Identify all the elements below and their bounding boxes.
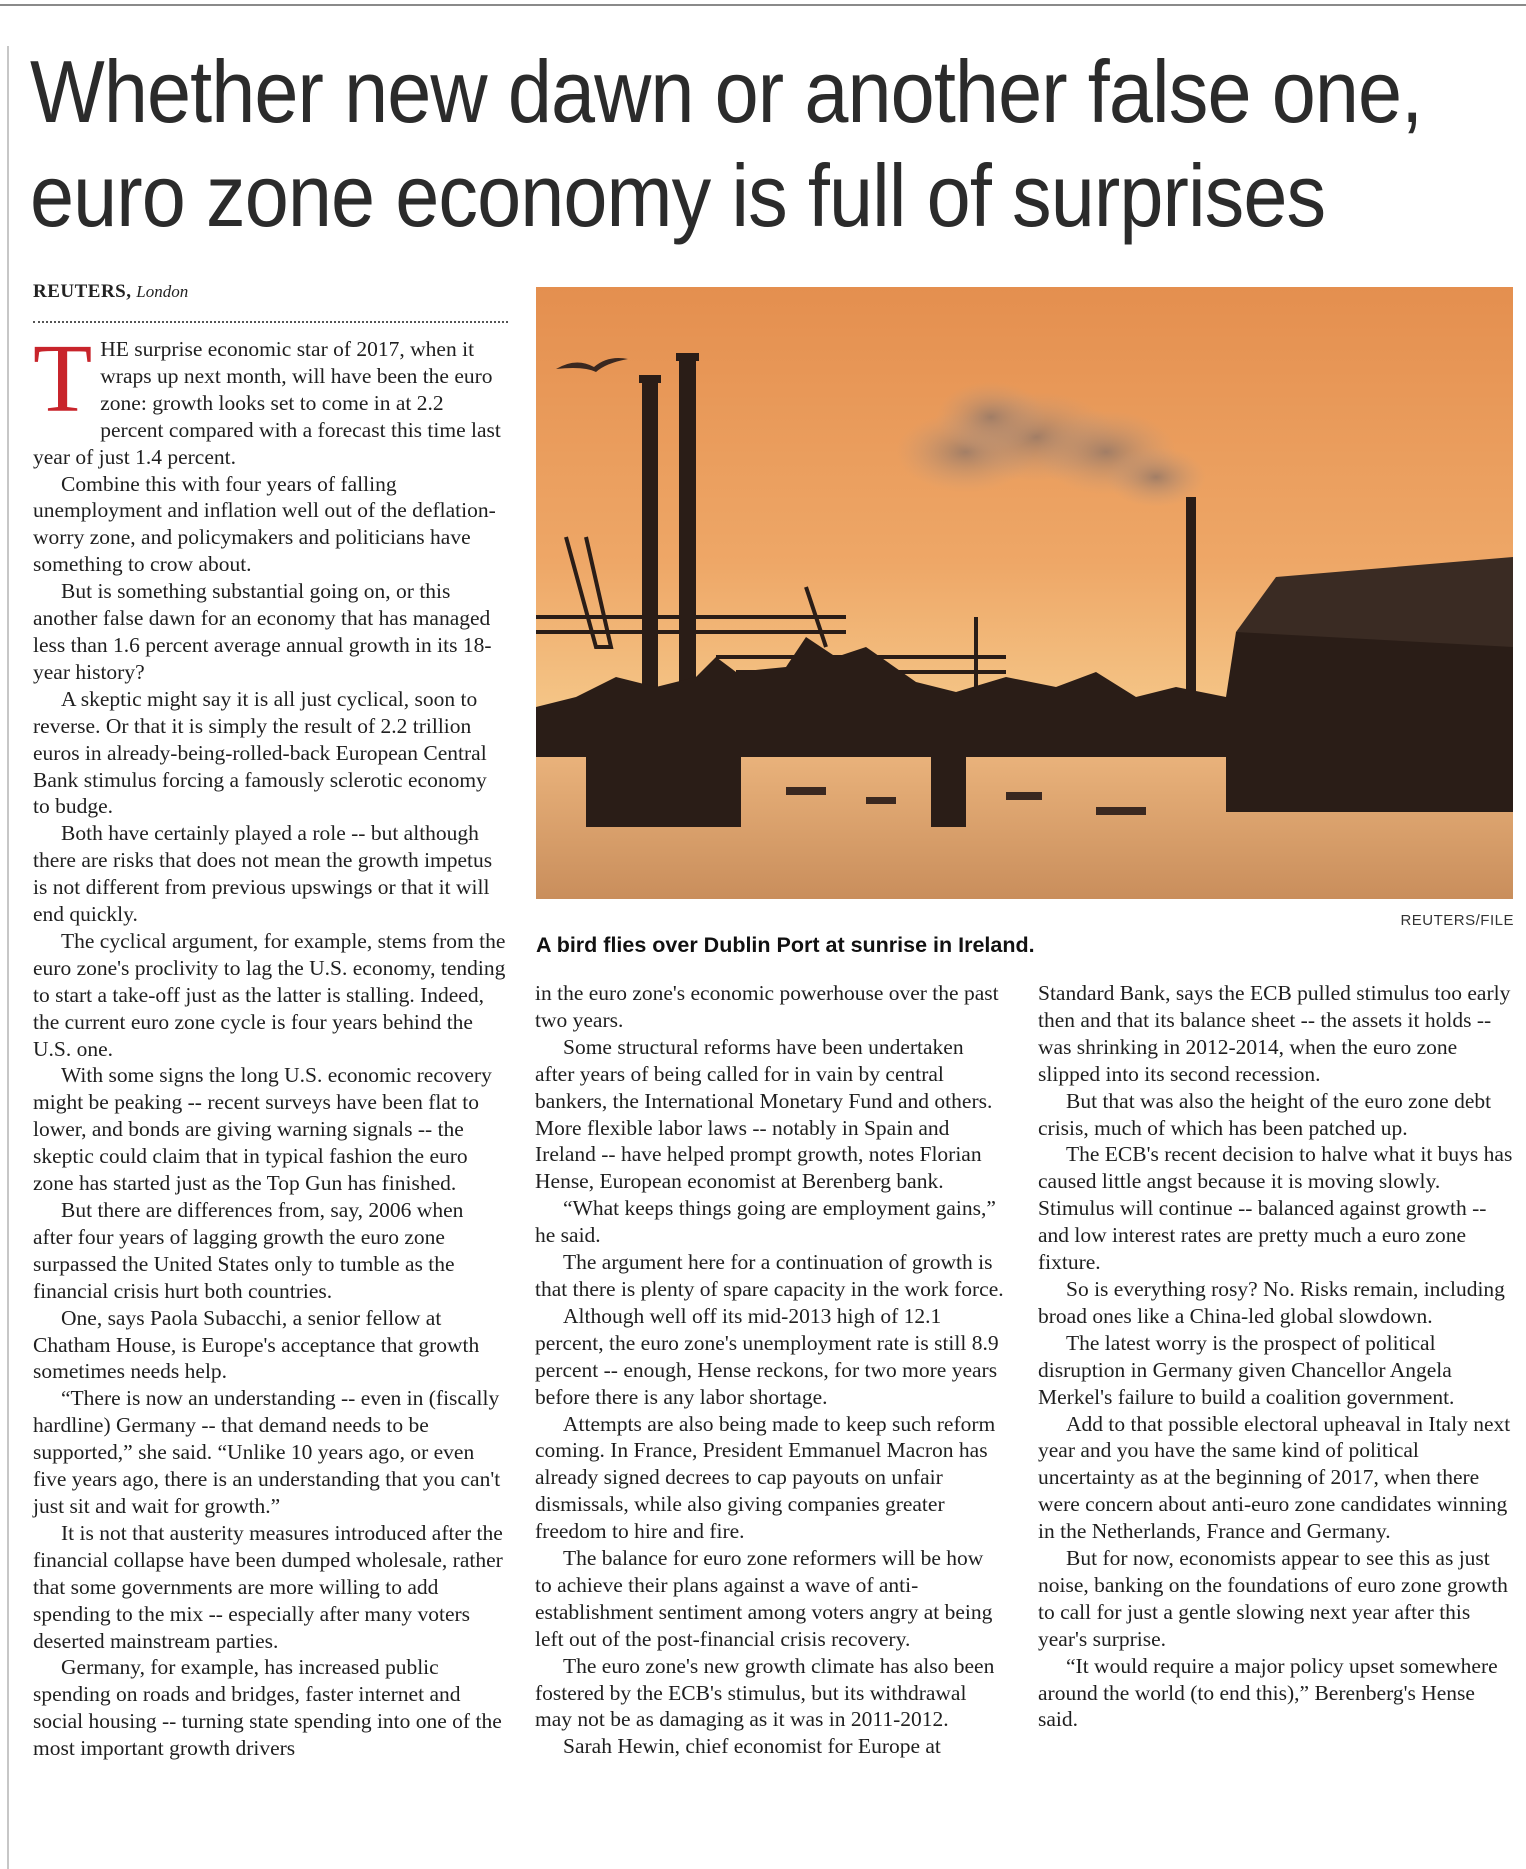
paragraph: The cyclical argument, for example, stems from the euro zone's proclivity to lag the U.S. economy, tending to start a take-off just as the latter is stalling. Indeed, the current euro zone cycle is four years behind the U.S. one. [33, 928, 506, 1061]
paragraph: But is something substantial going on, or this another false dawn for an economy that has managed less than 1.6 percent average annual growth in its 18-year history? [33, 579, 492, 684]
byline [33, 281, 188, 303]
paragraph: in the euro zone's economic powerhouse over the past two years. [535, 981, 999, 1032]
paragraph: One, says Paola Subacchi, a senior fellow at Chatham House, is Europe's acceptance that growth sometimes needs help. [33, 1305, 480, 1384]
paragraph: Germany, for example, has increased public spending on roads and bridges, faster internet and social housing -- turning state spending into one of the most important growth drivers [33, 1655, 502, 1761]
paragraph: Standard Bank, says the ECB pulled stimulus too early then and that its balance sheet -- the assets it holds -- was shrinking in 2012-2014, when the euro zone slipped into its second recession. [1038, 981, 1511, 1086]
article-column-1 [33, 325, 508, 1762]
paragraph: “There is now an understanding -- even in (fiscally hardline) Germany -- that demand needs to be supported,” she said. “Unlike 10 years ago, or even five years ago, there is an understanding that you can't just sit and wait for growth.” [33, 1386, 501, 1518]
byline-city: London [136, 282, 189, 301]
paragraph: The euro zone's new growth climate has also been fostered by the ECB's stimulus, but its withdrawal may not be as damaging as it was in 2011-2012. [535, 1653, 995, 1732]
paragraph: The argument here for a continuation of growth is that there is plenty of spare capacity in the work force. [535, 1250, 1004, 1301]
photo-caption: A bird flies over Dublin Port at sunrise in Ireland. [536, 933, 1035, 957]
paragraph: But that was also the height of the euro zone debt crisis, much of which has been patched up. [1038, 1088, 1492, 1140]
paragraph: “What keeps things going are employment gains,” he said. [535, 1196, 996, 1248]
byline-agency: REUTERS, [33, 281, 132, 302]
headline-line-1: Whether new dawn or another false one, [30, 42, 1423, 141]
photo-credit: REUTERS/FILE [1400, 912, 1514, 929]
article-column-2 [535, 980, 1005, 1760]
top-border-rule [0, 4, 1526, 6]
paragraph: With some signs the long U.S. economic recovery might be peaking -- recent surveys have been flat to lower, and bonds are giving warning signals -- the skeptic could claim that in typical fashion the euro zone has started just as the Top Gun has finished. [33, 1063, 492, 1196]
news-photo [536, 287, 1513, 899]
paragraph: A skeptic might say it is all just cyclical, soon to reverse. Or that it is simply the result of 2.2 trillion euros in already-being-rolled-back European Central Bank stimulus forcing a famously sclerotic economy to budge. [33, 686, 487, 819]
paragraph: HE surprise economic star of 2017, when it wraps up next month, will have been the euro zone: growth looks set to come in at 2.2 percent compared with a forecast this time last year of just 1.4 percent. [33, 337, 501, 469]
paragraph: Combine this with four years of falling unemployment and inflation well out of the deflation-worry zone, and policymakers and politicians have something to crow about. [33, 471, 496, 577]
drop-cap: T [33, 325, 93, 432]
paragraph: Both have certainly played a role -- but although there are risks that does not mean the growth impetus is not different from previous upswings or that it will end quickly. [33, 821, 493, 927]
paragraph: Add to that possible electoral upheaval in Italy next year and you have the same kind of political uncertainty as at the beginning of 2017, when there were concern about anti-euro zone candidates winning in the Netherlands, France and Germany. [1038, 1411, 1511, 1544]
headline-line-2: euro zone economy is full of surprises [30, 146, 1326, 245]
dublin-port-sunrise-image [536, 287, 1513, 899]
headline [30, 40, 1423, 248]
paragraph: Sarah Hewin, chief economist for Europe at [563, 1734, 941, 1759]
left-margin-rule [7, 46, 9, 1869]
paragraph: Although well off its mid-2013 high of 12.1 percent, the euro zone's unemployment rate is still 8.9 percent -- enough, Hense reckons, for two more years before there is any labor shortage. [535, 1303, 999, 1409]
paragraph: But for now, economists appear to see this as just noise, banking on the foundations of euro zone growth to call for just a gentle slowing next year after this year's surprise. [1038, 1546, 1508, 1651]
dotted-divider [33, 321, 508, 323]
paragraph: But there are differences from, say, 2006 when after four years of lagging growth the euro zone surpassed the United States only to tumble as the financial crisis hurt both countries. [33, 1198, 464, 1303]
article-column-3 [1038, 980, 1516, 1733]
paragraph: It is not that austerity measures introduced after the financial collapse have been dumped wholesale, rather that some governments are more willing to add spending to the mix -- especially after many voters deserted mainstream parties. [33, 1520, 503, 1653]
paragraph: Some structural reforms have been undertaken after years of being called for in vain by central bankers, the International Monetary Fund and others. More flexible labor laws -- notably in Spain and Ireland -- have helped prompt growth, notes Florian Hense, European economist at Berenberg bank. [535, 1034, 993, 1194]
paragraph: The ECB's recent decision to halve what it buys has caused little angst because it is moving slowly. Stimulus will continue -- balanced against growth -- and low interest rates are pretty much a euro zone fixture. [1038, 1142, 1513, 1275]
paragraph: The balance for euro zone reformers will be how to achieve their plans against a wave of anti-establishment sentiment among voters angry at being left out of the post-financial crisis recovery. [535, 1546, 993, 1651]
paragraph: “It would require a major policy upset somewhere around the world (to end this),” Berenberg's Hense said. [1038, 1653, 1498, 1732]
paragraph: The latest worry is the prospect of political disruption in Germany given Chancellor Angela Merkel's failure to build a coalition government. [1038, 1330, 1455, 1409]
paragraph: So is everything rosy? No. Risks remain, including broad ones like a China-led global slowdown. [1038, 1276, 1505, 1328]
paragraph: Attempts are also being made to keep such reform coming. In France, President Emmanuel Macron has already signed decrees to cap payouts on unfair dismissals, while also giving companies greater freedom to hire and fire. [535, 1411, 996, 1544]
